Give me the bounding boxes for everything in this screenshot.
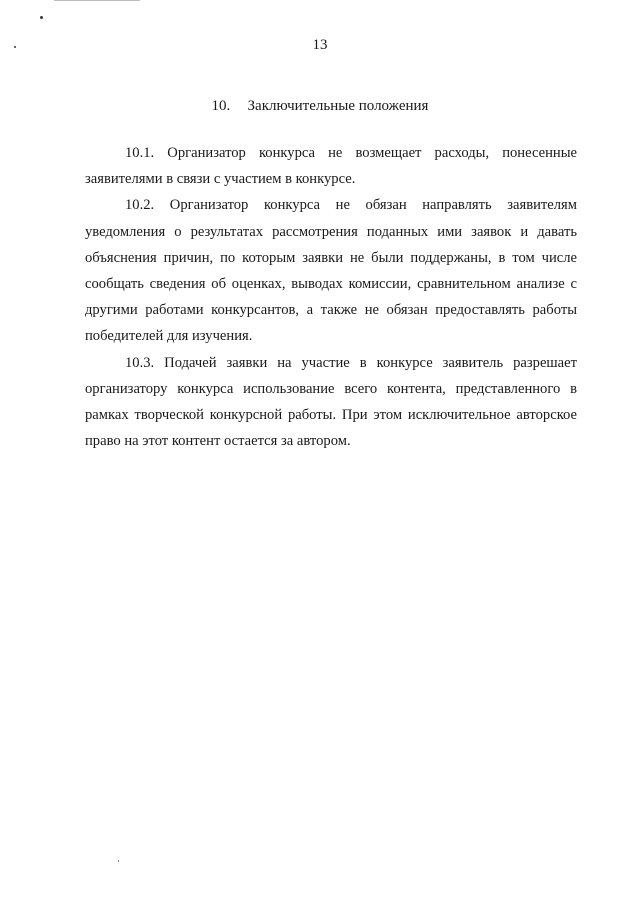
scan-artifact-line [54,0,140,1]
section-heading [0,97,640,115]
section-title: Заключительные положения [247,98,429,114]
section-body [85,140,577,454]
paragraph-10-3: 10.3. Подачей заявки на участие в конкурсе заявитель разрешает организатору конкурса использование всего контента, представленного в рамках творческой конкурсной работы. При этом исключительное авторское право на этот контент остается за автором. [85,354,577,450]
page-number: 13 [312,37,328,53]
scan-artifact-speck [118,860,119,862]
scan-artifact-dot [40,16,43,19]
paragraph-10-2: 10.2. Организатор конкурса не обязан направлять заявителям уведомления о результатах рассмотрения поданных ими заявок и давать объяснения причин, по которым заявки не были поддержаны, в том числе сообщать сведения об оценках, выводах комиссии, сравнительном анализе с другими работами конкурсантов, а также не обязан предоставлять работы победителей для изучения. [85,197,577,345]
section-number: 10. [211,98,231,114]
paragraph-10-1: 10.1. Организатор конкурса не возмещает расходы, понесенные заявителями в связи с участием в конкурсе. [85,145,577,188]
